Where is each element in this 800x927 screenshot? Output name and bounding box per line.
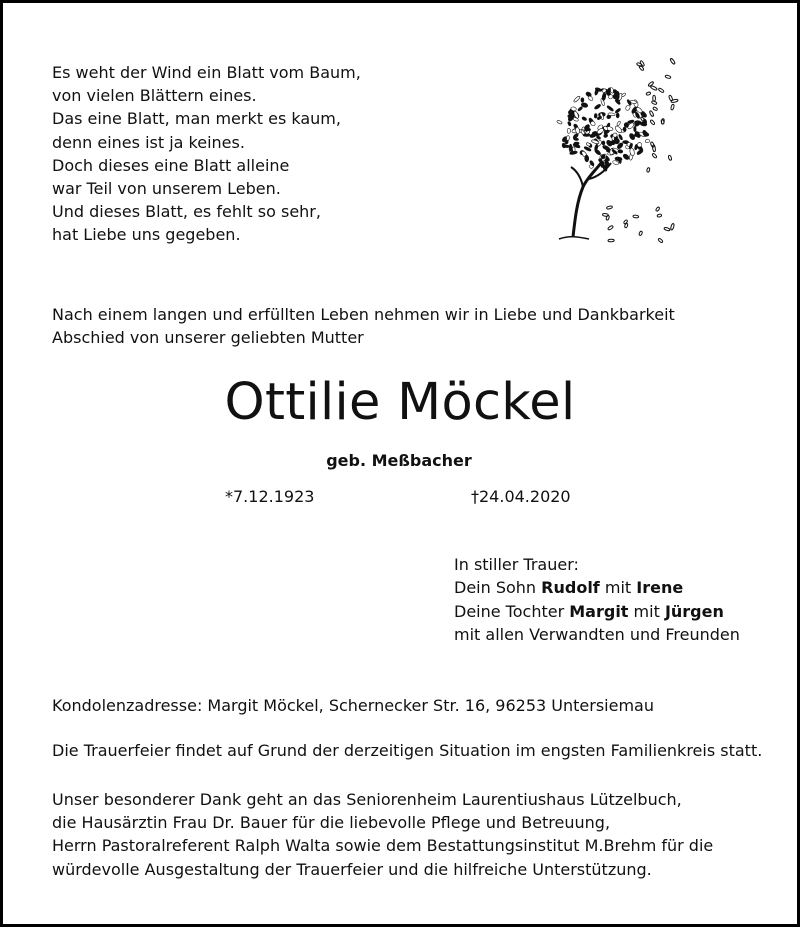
intro-text [52,303,675,349]
ceremony-note: Die Trauerfeier findet auf Grund der derzeitigen Situation im engsten Familienkreis statt. [52,741,763,760]
mourner-son [454,576,740,599]
thanks-line: die Hausärztin Frau Dr. Bauer für die liebevolle Pflege und Betreuung, [52,813,611,833]
condolence-address: Kondolenzadresse: Margit Möckel, Schernecker Str. 16, 96253 Untersiemau [52,696,654,715]
intro-line: Nach einem langen und erfüllten Leben nehmen wir in Liebe und Dankbarkeit [52,305,675,324]
thanks-text [52,788,713,881]
death-date: †24.04.2020 [471,487,571,506]
mourner-daughter-partner: Jürgen [664,601,724,621]
intro-line: Abschied von unserer geliebten Mutter [52,328,364,348]
poem-line: Und dieses Blatt, es fehlt so sehr, [52,202,321,222]
poem-line: war Teil von unserem Leben. [52,179,281,199]
poem-line: Das eine Blatt, man merkt es kaum, [52,109,341,129]
poem-line: hat Liebe uns gegeben. [52,225,241,245]
mourner-son-name: Rudolf [541,578,600,598]
mourner-daughter-joiner: mit [628,601,665,621]
mourner-son-prefix: Dein Sohn [454,578,542,598]
thanks-line: Herrn Pastoralreferent Ralph Walta sowie dem Bestattungsinstitut M.Brehm für die [52,836,714,856]
thanks-line: würdevolle Ausgestaltung der Trauerfeier und die hilfreiche Unterstützung. [52,859,652,879]
mourner-relatives: mit allen Verwandten und Freunden [454,625,740,645]
mourner-daughter-name: Margit [569,601,629,621]
mourners-block [454,553,740,647]
poem-line: Es weht der Wind ein Blatt vom Baum, [52,63,361,82]
maiden-name [3,451,797,470]
poem [52,61,361,247]
mourners-heading: In stiller Trauer: [454,555,579,574]
mourner-son-partner: Irene [636,578,684,598]
deceased-name: Ottilie Möckel [224,373,576,432]
poem-line: Doch dieses eine Blatt alleine [52,155,290,175]
windblown-tree-icon [539,51,679,251]
birth-date: *7.12.1923 [225,487,315,506]
mourner-son-joiner: mit [599,578,637,598]
poem-line: von vielen Blättern eines. [52,86,257,106]
mourner-daughter-prefix: Deine Tochter [454,601,570,621]
maiden-name-text: geb. Meßbacher [326,451,472,470]
mourner-daughter [454,600,740,623]
thanks-line: Unser besonderer Dank geht an das Seniorenheim Laurentiushaus Lützelbuch, [52,790,682,809]
poem-line: denn eines ist ja keines. [52,132,245,152]
